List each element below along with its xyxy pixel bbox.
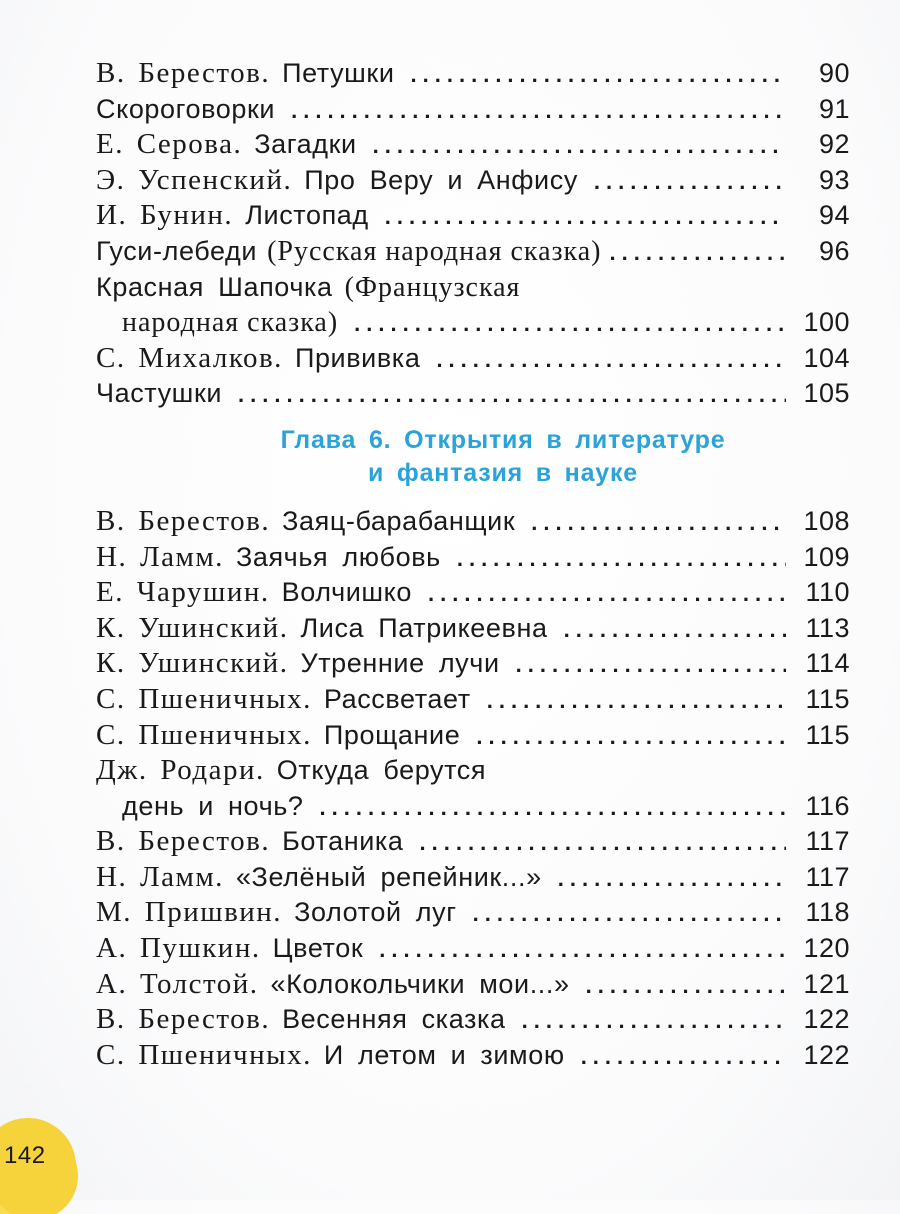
dot-leader	[522, 1003, 786, 1039]
toc-author: В. Берестов.	[96, 504, 271, 537]
toc-page: 105	[803, 378, 850, 409]
toc-title: Откуда берутся	[276, 755, 487, 786]
toc-title: Весенняя сказка	[282, 1004, 506, 1035]
toc-author: Н. Ламм.	[96, 540, 224, 573]
toc-page: 93	[818, 164, 850, 195]
dot-leader	[238, 377, 786, 413]
chapter-heading-line1: Глава 6. Открытия в литературе	[280, 425, 726, 454]
toc-entry[interactable]	[96, 611, 850, 647]
dot-leader	[564, 612, 786, 648]
toc-title: Утренние лучи	[300, 648, 500, 679]
dot-leader	[385, 199, 786, 235]
toc-title: «Колокольчики мои...»	[270, 968, 570, 999]
toc-author: Е. Чарушин.	[96, 576, 270, 609]
toc-author: К. Ушинский.	[96, 647, 289, 680]
toc-page: 96	[818, 235, 850, 266]
toc-page: 122	[803, 1039, 850, 1070]
toc-subtitle: (Русская народная сказка)	[267, 235, 602, 267]
toc-entry-line2[interactable]	[96, 789, 850, 825]
dot-leader	[420, 825, 786, 861]
toc-author: Э. Успенский.	[96, 163, 293, 196]
toc-entry[interactable]	[96, 1038, 850, 1074]
toc-title: Цветок	[272, 933, 364, 964]
toc-page: 100	[803, 307, 850, 338]
toc-entry[interactable]	[96, 504, 850, 540]
toc-title: Прощание	[323, 719, 461, 750]
toc-entry[interactable]	[96, 967, 850, 1003]
toc-entry[interactable]	[96, 824, 850, 860]
dot-leader	[428, 576, 786, 612]
toc-author: В. Берестов.	[96, 825, 271, 858]
toc-title: Про Веру и Анфису	[304, 164, 578, 195]
toc-subtitle: (Французская	[344, 271, 521, 303]
toc-entry-line1[interactable]	[96, 270, 850, 306]
toc-author: Н. Ламм.	[96, 860, 224, 893]
toc-page: 116	[805, 790, 850, 821]
toc-title: Заячья любовь	[235, 541, 441, 572]
dot-leader	[354, 306, 786, 342]
toc-entry[interactable]	[96, 860, 850, 896]
toc-page: 110	[805, 577, 850, 608]
toc-title: Красная Шапочка	[96, 271, 333, 302]
chapter-heading	[156, 424, 850, 490]
toc-title: Прививка	[294, 342, 421, 373]
dot-leader	[436, 342, 786, 378]
toc-page: 115	[805, 683, 850, 714]
dot-leader	[473, 896, 786, 932]
toc-subtitle-cont: народная сказка)	[122, 307, 339, 339]
toc-entry[interactable]	[96, 646, 850, 682]
toc-author: С. Пшеничных.	[96, 1038, 312, 1071]
dot-leader	[581, 1039, 786, 1075]
dot-leader	[487, 683, 786, 719]
page-number-badge	[0, 1118, 80, 1200]
toc-entry[interactable]	[96, 895, 850, 931]
toc-author: И. Бунин.	[96, 199, 234, 232]
toc-entry[interactable]	[96, 127, 850, 163]
dot-leader	[379, 932, 786, 968]
dot-leader	[594, 164, 786, 200]
toc-page: 114	[805, 648, 850, 679]
toc-page: 117	[805, 861, 850, 892]
toc-page: 94	[818, 200, 850, 231]
toc-title: И летом и зимою	[323, 1039, 565, 1070]
toc-entry[interactable]	[96, 234, 850, 270]
toc-author: С. Михалков.	[96, 341, 283, 374]
dot-leader	[558, 861, 786, 897]
toc-entry-line1[interactable]	[96, 753, 850, 789]
toc-title: Заяц-барабанщик	[282, 505, 516, 536]
dot-leader	[320, 790, 786, 826]
toc-page: 117	[805, 826, 850, 857]
toc-title: Петушки	[282, 58, 395, 88]
toc-page: 121	[803, 968, 850, 999]
toc-author: С. Пшеничных.	[96, 718, 312, 751]
toc-author: Дж. Родари.	[96, 754, 265, 787]
toc-author: А. Толстой.	[96, 967, 259, 1000]
dot-leader	[411, 57, 786, 93]
toc-author: В. Берестов.	[96, 57, 271, 89]
toc-entry[interactable]	[96, 575, 850, 611]
toc-title: Скороговорки	[96, 93, 276, 124]
toc-author: Е. Серова.	[96, 128, 243, 161]
dot-leader	[476, 719, 786, 755]
dot-leader	[610, 235, 787, 271]
toc-page: 108	[803, 505, 850, 536]
page-number: 142	[4, 1142, 46, 1169]
toc-page: 120	[803, 933, 850, 964]
toc-title: Гуси-лебеди	[96, 235, 258, 266]
toc-title: Рассветает	[323, 683, 471, 714]
dot-leader	[457, 541, 786, 577]
toc-title: Золотой луг	[294, 897, 457, 928]
table-of-contents	[96, 56, 850, 1073]
toc-author: В. Берестов.	[96, 1003, 271, 1036]
toc-entry[interactable]	[96, 163, 850, 199]
dot-leader	[373, 128, 786, 164]
toc-entry[interactable]	[96, 1002, 850, 1038]
dot-leader	[516, 647, 786, 683]
dot-leader	[291, 93, 786, 129]
toc-page: 115	[805, 719, 850, 750]
toc-page: 118	[805, 897, 850, 928]
chapter-heading-line2: и фантазия в науке	[367, 458, 638, 487]
toc-page: 92	[818, 129, 850, 160]
toc-author: К. Ушинский.	[96, 611, 289, 644]
toc-title: Волчишко	[281, 577, 413, 608]
dot-leader	[531, 505, 786, 541]
toc-title: «Зелёный репейник...»	[235, 861, 542, 892]
toc-title: Частушки	[96, 378, 223, 409]
toc-author: А. Пушкин.	[96, 932, 261, 965]
dot-leader	[586, 968, 786, 1004]
toc-entry[interactable]	[96, 198, 850, 234]
toc-entry[interactable]	[96, 540, 850, 576]
toc-title: Ботаника	[282, 826, 404, 857]
toc-entry[interactable]	[96, 718, 850, 754]
toc-entry[interactable]	[96, 931, 850, 967]
toc-entry[interactable]	[96, 341, 850, 377]
toc-page: 90	[818, 58, 850, 88]
toc-title: Листопад	[245, 200, 369, 231]
toc-title: Загадки	[254, 129, 357, 160]
toc-page: 104	[803, 342, 850, 373]
toc-page: 91	[818, 93, 850, 124]
toc-title-cont: день и ночь?	[122, 790, 304, 821]
toc-page: 122	[803, 1004, 850, 1035]
toc-entry[interactable]	[96, 56, 850, 92]
toc-author: М. Пришвин.	[96, 896, 283, 929]
toc-page: 113	[805, 612, 850, 643]
toc-author: С. Пшеничных.	[96, 682, 312, 715]
toc-page: 109	[803, 541, 850, 572]
toc-entry[interactable]	[96, 682, 850, 718]
toc-entry[interactable]	[96, 376, 850, 412]
toc-entry-line2[interactable]	[96, 305, 850, 341]
toc-title: Лиса Патрикеевна	[300, 612, 548, 643]
toc-entry[interactable]	[96, 92, 850, 128]
